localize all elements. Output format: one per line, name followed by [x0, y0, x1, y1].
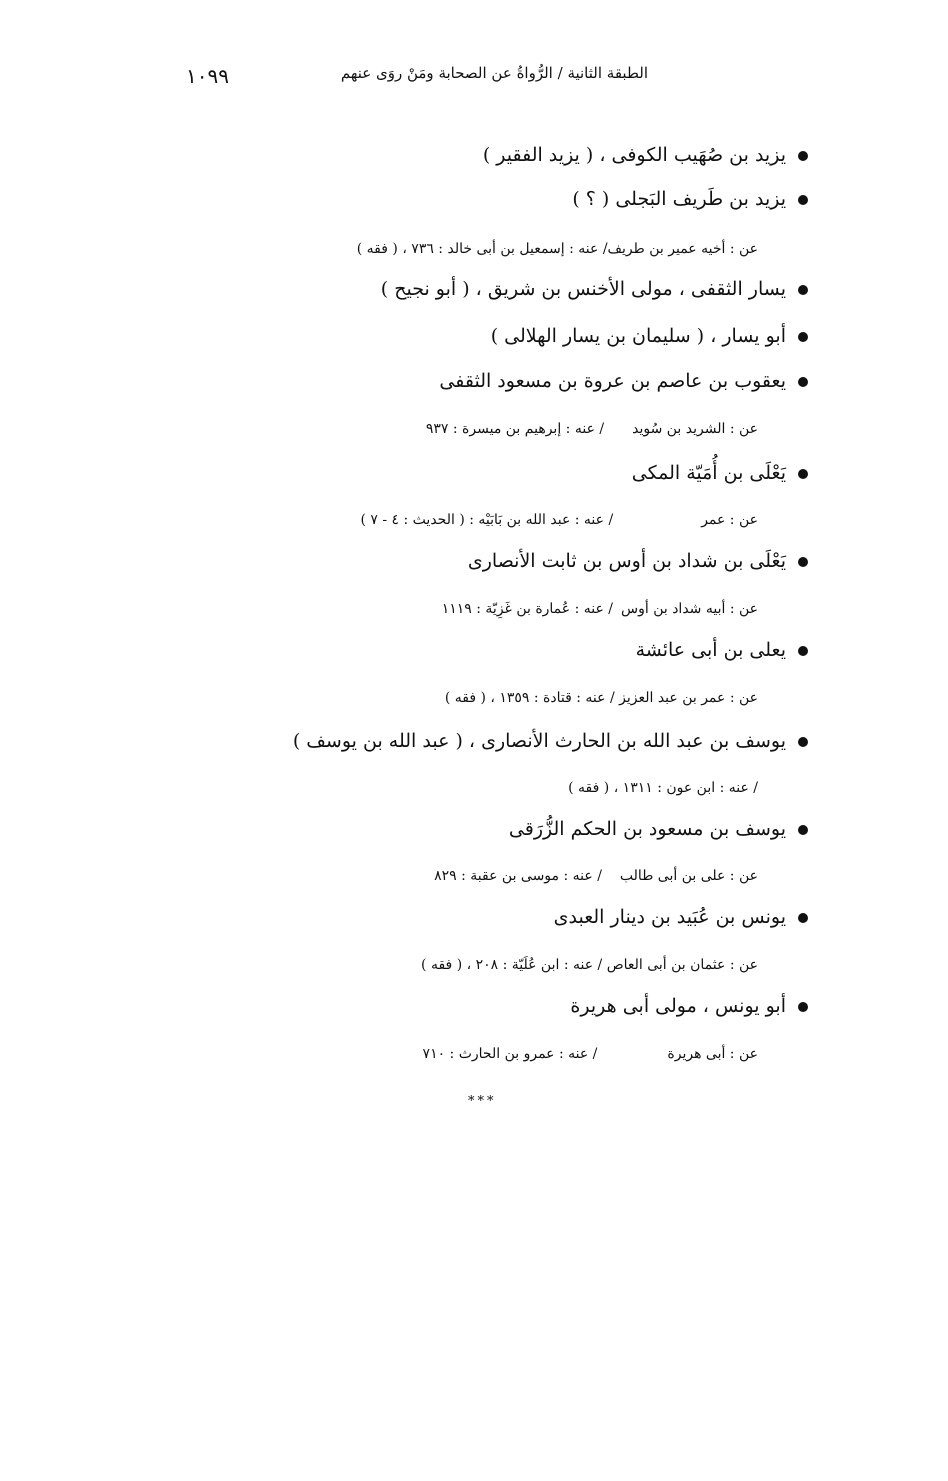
bullet-icon: [798, 646, 808, 656]
narrator-name: يوسف بن عبد الله بن الحارث الأنصارى ، ( عبد الله بن يوسف ): [292, 730, 786, 752]
bullet-icon: [798, 737, 808, 747]
narrator-entry: [570, 989, 808, 1023]
narrator-name: يزيد بن صُهَيب الكوفى ، ( يزيد الفقير ): [482, 144, 786, 166]
transmitted-from: عن : أبيه شداد بن أوس: [621, 601, 758, 617]
transmitted-to: / عنه : عبد الله بن بَابَيْه : ( الحديث : ٤ - ٧ ): [360, 512, 614, 528]
narrator-entry: [554, 900, 808, 934]
narrator-entry: [439, 364, 808, 398]
narrator-name: يعلى بن أبى عائشة: [635, 639, 786, 661]
narrator-transmission: عن : عمر بن عبد العزيز / عنه : قتادة : ١٣٥٩ ، ( فقه ): [444, 690, 758, 706]
bullet-icon: [798, 1002, 808, 1012]
narrator-transmission: [423, 1041, 758, 1067]
transmitted-to: / عنه : عمرو بن الحارث : ٧١٠: [422, 1046, 598, 1062]
narrator-name: يونس بن عُبَيد بن دينار العبدى: [553, 906, 786, 928]
narrator-transmission: [434, 863, 758, 889]
narrator-name: أبو يسار ، ( سليمان بن يسار الهلالى ): [490, 325, 786, 347]
narrator-entry: [483, 138, 808, 172]
bullet-icon: [798, 377, 808, 387]
bullet-icon: [798, 285, 808, 295]
bullet-icon: [798, 469, 808, 479]
transmitted-to: / عنه : عُمارة بن غَزِيّة : ١١١٩: [441, 601, 613, 617]
narrator-entry: [572, 182, 808, 216]
transmitted-from: عن : على بن أبى طالب: [619, 868, 758, 884]
narrator-name: يوسف بن مسعود بن الحكم الزُّرَقى: [508, 818, 786, 840]
bullet-icon: [798, 332, 808, 342]
bullet-icon: [798, 913, 808, 923]
narrator-name: يَعْلَى بن أُمَيّة المكى: [631, 462, 786, 484]
narrator-transmission: عن : أخيه عمير بن طريف/ عنه : إسمعيل بن أبى خالد : ٧٣٦ ، ( فقه ): [356, 241, 758, 257]
narrator-name: يزيد بن طَريف البَجلى ( ؟ ): [572, 188, 786, 210]
narrator-entry: [293, 724, 808, 758]
bullet-icon: [798, 195, 808, 205]
transmitted-from: عن : عمر: [701, 512, 758, 528]
narrator-transmission: [442, 596, 758, 622]
bullet-icon: [798, 825, 808, 835]
narrator-entry: [636, 633, 808, 667]
narrator-transmission: [360, 507, 758, 533]
narrator-transmission: / عنه : ابن عون : ١٣١١ ، ( فقه ): [568, 780, 758, 796]
narrator-entry: [381, 272, 808, 306]
narrator-entry: [632, 456, 808, 490]
narrator-name: يَعْلَى بن شداد بن أوس بن ثابت الأنصارى: [467, 550, 786, 572]
transmitted-from: عن : أبى هريرة: [667, 1046, 758, 1062]
narrator-name: أبو يونس ، مولى أبى هريرة: [570, 995, 786, 1017]
narrator-entry: [468, 544, 808, 578]
bullet-icon: [798, 557, 808, 567]
transmitted-to: / عنه : موسى بن عقبة : ٨٢٩: [434, 868, 602, 884]
bullet-icon: [798, 151, 808, 161]
narrator-transmission: [426, 416, 758, 442]
narrator-name: يعقوب بن عاصم بن عروة بن مسعود الثقفى: [439, 370, 786, 392]
narrator-transmission: عن : عثمان بن أبى العاص / عنه : ابن عُلَيّة : ٢٠٨ ، ( فقه ): [421, 957, 758, 973]
running-head: الطبقة الثانية / الرُّواةُ عن الصحابة ومَنْ روَى عنهم: [340, 64, 648, 82]
narrator-entry: [491, 319, 808, 353]
narrator-entry: [509, 812, 808, 846]
page-number: ١٠٩٩: [186, 64, 229, 88]
section-end-mark: ***: [468, 1094, 497, 1109]
transmitted-from: عن : الشريد بن سُويد: [632, 421, 758, 437]
transmitted-to: / عنه : إبرهيم بن ميسرة : ٩٣٧: [425, 421, 605, 437]
narrator-name: يسار الثقفى ، مولى الأخنس بن شريق ، ( أبو نجيح ): [380, 278, 786, 300]
